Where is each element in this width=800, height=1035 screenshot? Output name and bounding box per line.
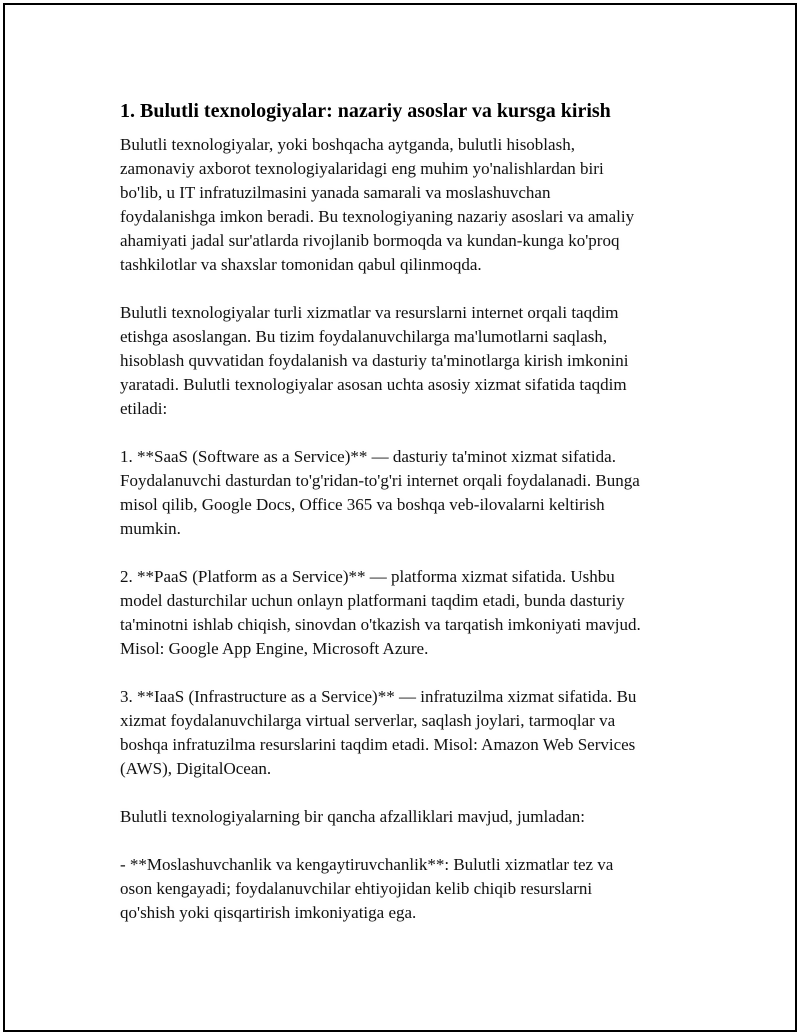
paragraph-paas: 2. **PaaS (Platform as a Service)** — platforma xizmat sifatida. Ushbu model dasturchilar uchun onlayn platformani taqdim etadi, bunda dasturiy ta'minotni ishlab chiqish, sinovdan o'tkazish va tarqatish imkoniyati mavjud. Misol: Google App Engine, Microsoft Azure. bbox=[120, 567, 641, 658]
paragraph-services-overview: Bulutli texnologiyalar turli xizmatlar va resurslarni internet orqali taqdim etishga asoslangan. Bu tizim foydalanuvchilarga ma'lumotlarni saqlash, hisoblash quvvatidan foydalanish va dasturiy ta'minotlarga kirish imkonini yaratadi. Bulutli texnologiyalar asosan uchta asosiy xizmat sifatida taqdim etiladi: bbox=[120, 303, 629, 418]
paragraph-intro: Bulutli texnologiyalar, yoki boshqacha aytganda, bulutli hisoblash, zamonaviy axborot texnologiyalaridagi eng muhim yo'nalishlardan biri bo'lib, u IT infratuzilmasini yanada samarali va moslashuvchan foydalanishga imkon beradi. Bu texnologiyaning nazariy asoslari va amaliy ahamiyati jadal sur'atlarda rivojlanib bormoqda va kundan-kunga ko'proq tashkilotlar va shaxslar tomonidan qabul qilinmoqda. bbox=[120, 135, 635, 274]
document-body bbox=[120, 97, 700, 949]
paragraph-advantage-flexibility: - **Moslashuvchanlik va kengaytiruvchanlik**: Bulutli xizmatlar tez va oson kengayadi; foydalanuvchilar ehtiyojidan kelib chiqib resurslarni qo'shish yoki qisqartirish imkoniyatiga ega. bbox=[120, 855, 614, 922]
section-heading: 1. Bulutli texnologiyalar: nazariy asoslar va kursga kirish bbox=[120, 100, 611, 122]
paragraph-iaas: 3. **IaaS (Infrastructure as a Service)** — infratuzilma xizmat sifatida. Bu xizmat foydalanuvchilarga virtual serverlar, saqlash joylari, tarmoqlar va boshqa infratuzilma resurslarini taqdim etadi. Misol: Amazon Web Services (AWS), DigitalOcean. bbox=[120, 687, 637, 778]
paragraph-advantages-intro: Bulutli texnologiyalarning bir qancha afzalliklari mavjud, jumladan: bbox=[120, 807, 586, 826]
page-frame bbox=[3, 3, 797, 1032]
paragraph-saas: 1. **SaaS (Software as a Service)** — dasturiy ta'minot xizmat sifatida. Foydalanuvchi dasturdan to'g'ridan-to'g'ri internet orqali foydalanadi. Bunga misol qilib, Google Docs, Office 365 va boshqa veb-ilovalarni keltirish mumkin. bbox=[120, 447, 640, 538]
